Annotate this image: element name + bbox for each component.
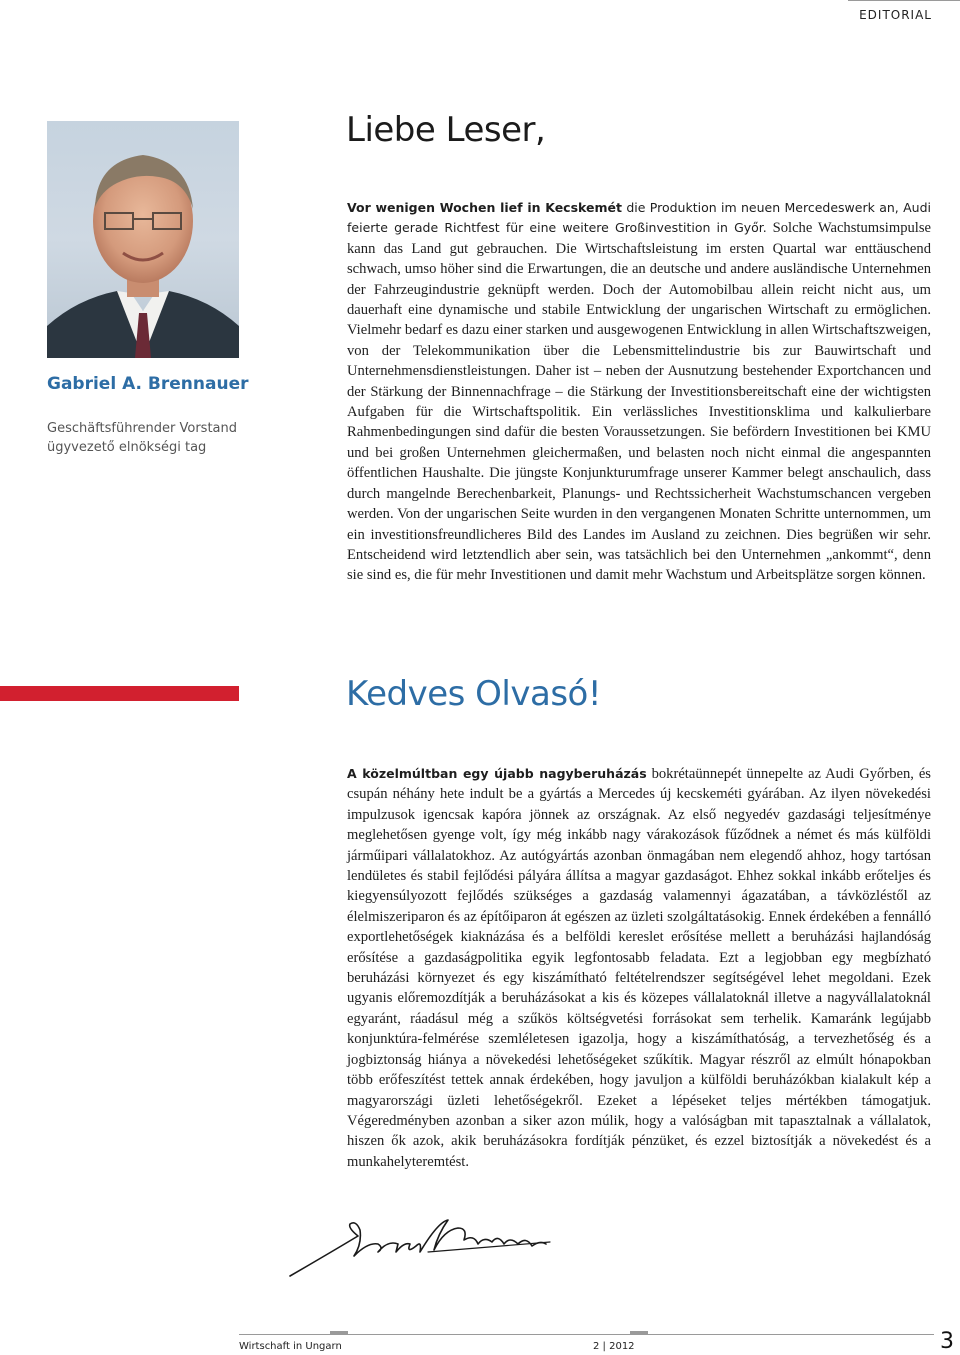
page-number: 3 (940, 1329, 954, 1354)
hungarian-heading: Kedves Olvasó! (346, 674, 601, 714)
author-role (47, 419, 237, 457)
german-lead-rest: die Produktion im neuen Mercedeswerk an, Audi feierte gerade Richtfest für eine weitere Großinvestition in Győr. (347, 200, 931, 236)
author-photo (47, 121, 239, 358)
german-lead: Vor wenigen Wochen lief in Kecskemét (347, 200, 622, 215)
author-role-german: Geschäftsführender Vorstand (47, 421, 238, 436)
hungarian-body-text: bokrétaünnepét ünnepelte az Audi Győrben, és csupán néhány hete indult be a gyártás a Mercedes új kecskeméti gyárában. Az ilyen növekedési impulzusok igencsak kapóra jönnek az országnak. Az első negyedév gazdasági teljesítménye meglehetősen gyenge volt, így még inkább nagy várakozások fűződnek a német és más külföldi járműipari vállalatokhoz. Az autógyártás azonban önmagában nem elegendő ahhoz, hogy tartósan lendületes és stabil fejlődési pályára állítsa a magyar gazdaságot. Ehhez sokkal inkább erőteljes és kiegyensúlyozott fejlődés szükséges a gazdaság valamennyi ágazatában, a távközléstől az élelmiszeriparon és az építőiparon át egészen az üzleti szolgáltatásokig. Ennek érdekében a fennálló exportlehetőségek kiaknázása és a belföldi kereslet erősítése mellett a beruházási hajlandóság erősítése a gazdaságpolitika egyik legfontosabb feladata. Ezt a legjobban egy megbízható beruházási környezet és egy kiszámítható feltételrendszer segítségével lehet megoldani. Ezek ugyanis előremozdítják a beruházásokat a kis és közepes vállalatoknál illetve a nagyvállalatoknál egyaránt, ráadásul még a szűkös költségvetési forrásokat sem terhelik. Kamaránk legújabb konjunktúra-felmérése szemléletesen igazolja, hogy a kiszámíthatóság, a tervezhetőség és a jogbiztonság hiánya a növekedési lehetőségeket szűkítik. Magyar részről az elmúlt hónapokban több erőfeszítést tettek annak érdekében, hogy javuljon a külföldi beruházókban kialakult kép a magyarországi üzleti lehetőségekről. Ezeket a lépéseket teljes mértékben támogatjuk. Végeredményben azonban a siker azon múlik, hogy a valóságban mit tapasztalnak a vállalatok, hiszen ők azok, akik beruházásokra fordítják pénzüket, és ezzel biztosítják a növekedést és a munkahelyteremtést. (347, 766, 931, 1170)
footer-rule (239, 1334, 934, 1335)
footer-publication: Wirtschaft in Ungarn (239, 1341, 342, 1352)
portrait-image (47, 121, 239, 358)
signature-image (288, 1214, 558, 1282)
header-rule (848, 0, 960, 1)
hungarian-body (347, 764, 931, 1172)
hungarian-lead: A közelmúltban egy újabb nagyberuházás (347, 766, 647, 781)
red-accent-bar (0, 686, 239, 701)
german-heading: Liebe Leser, (346, 110, 546, 150)
footer-issue: 2 | 2012 (593, 1341, 635, 1352)
author-role-hungarian: ügyvezető elnökségi tag (47, 440, 207, 455)
author-name: Gabriel A. Brennauer (47, 374, 249, 394)
section-label: EDITORIAL (859, 8, 932, 22)
german-body-text: Solche Wachstumsimpulse kann das Land gut gebrauchen. Die Wirtschaftsleistung im ersten Quartal war enttäuschend schwach, umso höher sind die Erwartungen, die an deutsche und andere ausländische Unternehmen der Fahrzeugindustrie geknüpft werden. Doch der Automobilbau allein reicht nicht aus, um dauerhaft eine dynamische und stabile Entwicklung der ungarischen Wirtschaft zu ermöglichen. Vielmehr bedarf es dazu einer starken und ausgewogenen Entwicklung in allen Wirtschaftszweigen, von der Telekommunikation über die Lebensmittelindustrie bis zur Bauwirtschaft und Unternehmensdienstleistungen. Daher ist – neben der Ausnutzung bestehender Exportchancen und der Stärkung der Binnennachfrage – die Stärkung der Investitionsbereitschaft eine der wichtigsten Aufgaben für die Wirtschaftspolitik. Ein verlässliches Investitionsklima und kalkulierbare Rahmenbedingungen sind dafür die besten Voraussetzungen. Sie befördern Investitionen bei KMU und bei großen Unternehmen gleichermaßen, und belasten noch nicht einmal die angespannten öffentlichen Haushalte. Die jüngste Konjunkturumfrage unserer Kammer belegt anschaulich, dass durch mangelnde Berechenbarkeit, Planungs- und Rechtssicherheit Wachstumschancen vergeben werden. Von der ungarischen Seite wurden in den vergangenen Monaten Schritte unternommen, um ein investitionsfreundlicheres Bild des Landes im Ausland zu zeichnen. Dies begrüßen wir sehr. Entscheidend wird letztendlich aber sein, was tatsächlich bei den Unternehmen „ankommt“, denn sie sind es, die für mehr Investitionen und damit mehr Wachstum und Arbeitsplätze sorgen können. (347, 220, 931, 584)
german-body (347, 198, 931, 586)
